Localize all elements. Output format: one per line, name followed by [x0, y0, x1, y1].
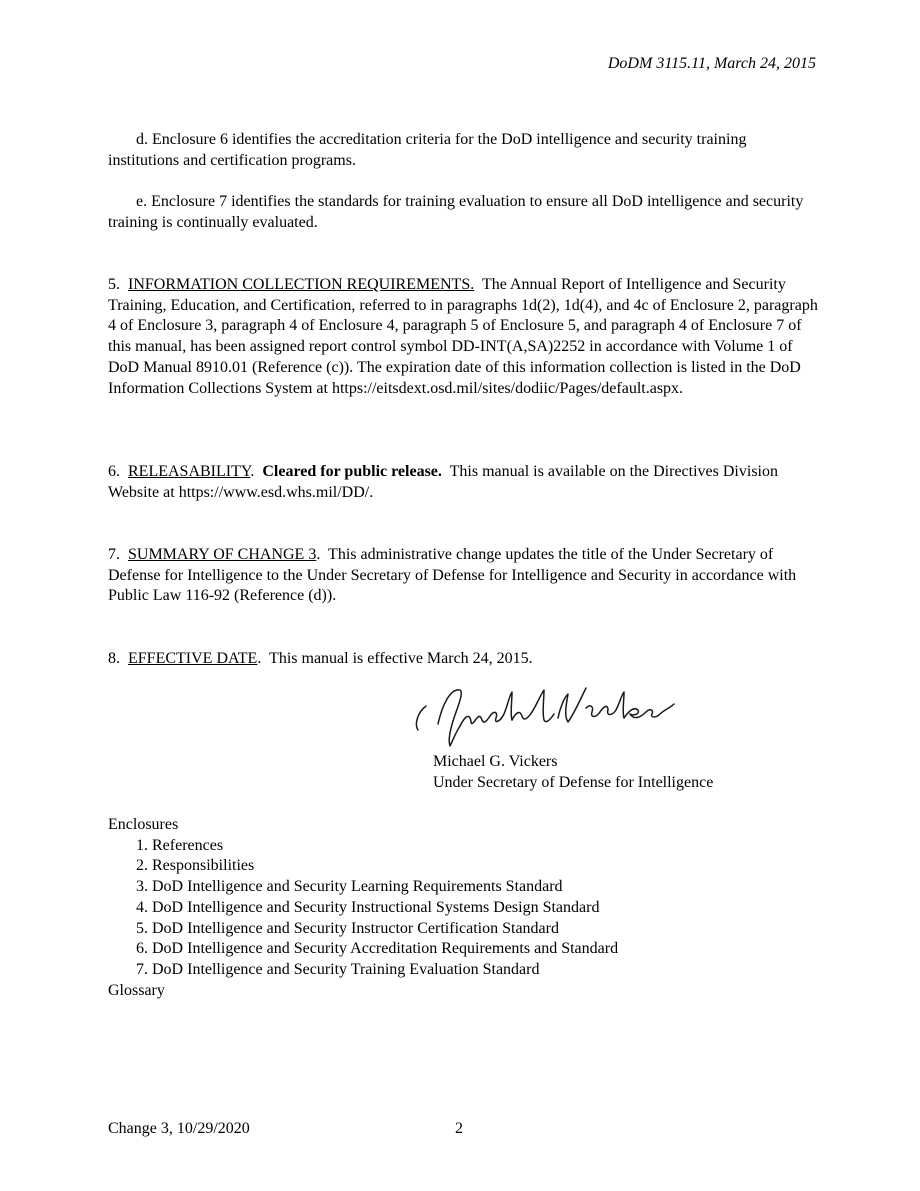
section-number: 6. — [108, 463, 120, 480]
section-releasability: 6. RELEASABILITY. Cleared for public release. This manual is available on the Directives Division Website at https://www.esd.whs.mil/DD/. — [108, 463, 778, 501]
enclosures-heading: Enclosures — [108, 816, 179, 833]
section-number: 8. — [108, 650, 120, 667]
signatory-name: Michael G. Vickers — [433, 753, 558, 770]
enclosure-item: 5. DoD Intelligence and Security Instructor Certification Standard — [136, 919, 559, 937]
section-summary-of-change: 7. SUMMARY OF CHANGE 3. This administrative change updates the title of the Under Secretary of Defense for Intelligence to the Under Secretary of Defense for Intelligence and Security in accordance with Public Law 116-92 (Reference (d)). — [108, 546, 797, 605]
section-body: The Annual Report of Intelligence and Security Training, Education, and Certification, referred to in paragraphs 1d(2), 1d(4), and 4c of Enclosure 2, paragraph 4 of Enclosure 3, paragraph 4 of Enclosure 4, paragraph 5 of Enclosure 5, and paragraph 4 of Enclosure 7 of this manual, has been assigned report control symbol DD-INT(A,SA)2252 in accordance with Volume 1 of DoD Manual 8910.01 (Reference (c)). The expiration date of this information collection is listed in the DoD Information Collections System at https://eitsdext.osd.mil/sites/dodiic/Pages/default.aspx. — [108, 276, 818, 397]
section-heading: RELEASABILITY — [128, 463, 251, 480]
enclosure-item: 2. Responsibilities — [136, 857, 255, 875]
section-number: 5. — [108, 276, 120, 293]
section-heading: SUMMARY OF CHANGE 3 — [128, 546, 317, 563]
page-number: 2 — [455, 1120, 463, 1137]
paragraph-e: e. Enclosure 7 identifies the standards for training evaluation to ensure all DoD intelligence and security training is continually evaluated. — [108, 193, 804, 231]
section-effective-date: 8. EFFECTIVE DATE. This manual is effective March 24, 2015. — [108, 650, 533, 667]
enclosure-item: 3. DoD Intelligence and Security Learning Requirements Standard — [136, 878, 563, 896]
glossary-entry: Glossary — [108, 981, 165, 999]
document-id-header: DoDM 3115.11, March 24, 2015 — [607, 55, 816, 72]
signature-block — [433, 752, 713, 793]
handwritten-signature — [408, 684, 683, 750]
section-body: This manual is effective March 24, 2015. — [269, 650, 533, 667]
section-body: This administrative change updates the title of the Under Secretary of Defense for Intelligence to the Under Secretary of Defense for Intelligence and Security in accordance with Public Law 116-92 (Reference (d)). — [108, 546, 797, 605]
enclosure-item: 6. DoD Intelligence and Security Accreditation Requirements and Standard — [136, 940, 619, 958]
enclosures-list — [108, 815, 618, 1001]
section-heading: INFORMATION COLLECTION REQUIREMENTS. — [128, 276, 475, 293]
section-number: 7. — [108, 546, 120, 563]
paragraph-d: d. Enclosure 6 identifies the accreditation criteria for the DoD intelligence and security training institutions and certification programs. — [108, 131, 747, 169]
enclosure-item: 4. DoD Intelligence and Security Instructional Systems Design Standard — [136, 898, 600, 916]
section-information-collection — [108, 275, 820, 399]
change-footer: Change 3, 10/29/2020 — [108, 1120, 250, 1137]
section-heading: EFFECTIVE DATE — [128, 650, 258, 667]
section-body: This manual is available on the Directives Division Website at https://www.esd.whs.mil/DD/. — [108, 463, 778, 501]
signatory-title: Under Secretary of Defense for Intelligence — [433, 773, 714, 791]
public-release-notice: Cleared for public release. — [262, 463, 442, 480]
enclosure-item: 7. DoD Intelligence and Security Training Evaluation Standard — [136, 960, 540, 978]
enclosure-item: 1. References — [136, 836, 224, 854]
